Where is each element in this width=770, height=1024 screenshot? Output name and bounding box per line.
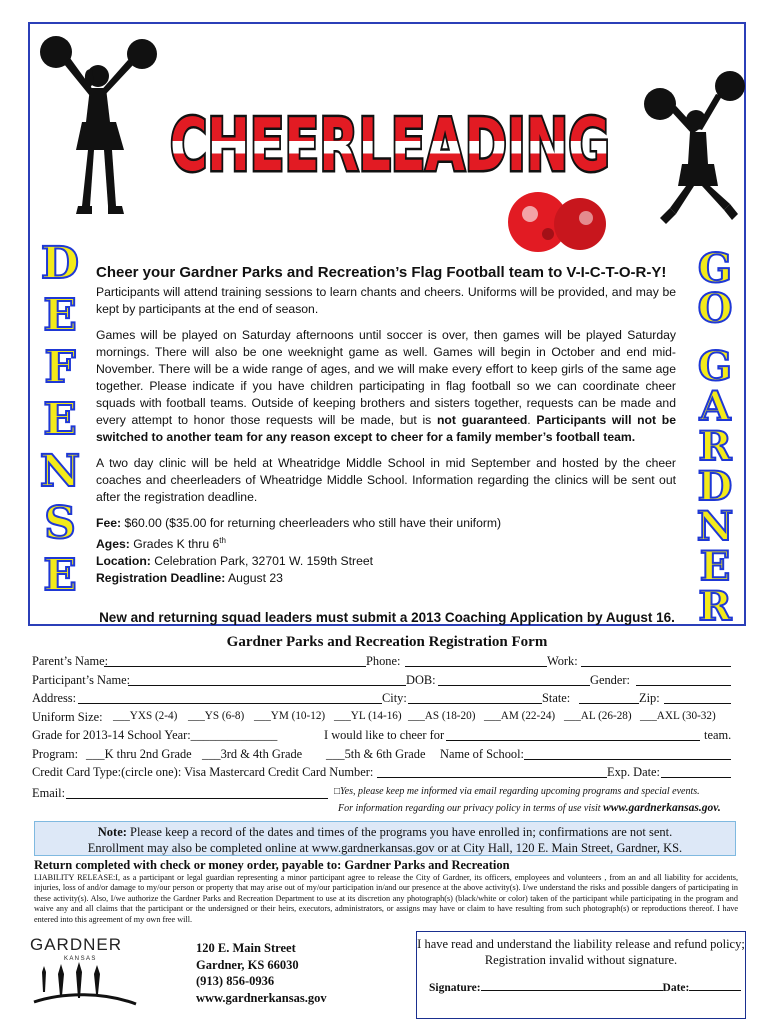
location-value: Celebration Park, 32701 W. 159th Street [150,554,374,569]
flyer-body [96,264,676,587]
parents-name-field[interactable] [104,654,366,667]
cheerleading-banner [160,84,620,194]
no-switch-text: Participants will not be switched to another team for any reason except to cheer for a family member’s football team. [96,413,676,444]
credit-card-number-field[interactable] [377,765,607,778]
address-block [196,940,327,1006]
gardner-letter: R [698,423,732,470]
parents-name-label: Parent’s Name: [32,654,109,668]
gardner-letter: D [697,463,733,510]
work-field[interactable] [581,654,731,667]
signature-field[interactable] [481,978,663,991]
form-row-uniform [28,710,746,729]
email-field[interactable] [66,786,328,799]
fee-label: Fee: [96,516,122,530]
program-option-k-2[interactable]: ___K thru 2nd Grade [86,746,192,761]
note-line-2: Enrollment may also be completed online at www.gardnerkansas.gov or at City Hall, 120 E. Main Street, Gardner, KS. [87,841,683,855]
school-label: Name of School: [440,746,524,761]
state-field[interactable] [579,691,639,704]
ages-label: Ages: [96,537,130,552]
size-option-yl[interactable]: ___YL (14-16) [334,709,402,722]
city-field[interactable] [408,691,542,704]
deadline-label: Registration Deadline: [96,571,226,586]
logo-name: GARDNER [30,935,123,954]
phone-label: Phone: [366,654,401,668]
gender-label: Gender: [590,672,630,687]
not-guaranteed-text: not guaranteed [436,413,528,427]
registration-form [28,628,746,818]
form-row-address [28,691,746,710]
exp-date-field[interactable] [661,765,731,778]
zip-field[interactable] [664,691,731,704]
cheer-for-label: I would like to cheer for [324,728,445,742]
gardner-letter: N [696,503,734,550]
date-label: Date: [662,982,690,994]
location-label: Location: [96,554,151,569]
address-website[interactable]: www.gardnerkansas.gov [196,990,327,1005]
size-option-al[interactable]: ___AL (26-28) [564,709,632,722]
fee-value: $60.00 ($35.00 for returning cheerleaders who still have their uniform) [121,516,502,530]
address-label: Address: [32,691,77,705]
team-label: team. [704,728,732,742]
gender-field[interactable] [636,673,731,686]
go-letter: O [697,285,733,332]
form-row-grade [28,728,746,747]
banner-title: CHEERLEADING [170,103,610,187]
form-row-credit-card [28,765,746,784]
email-label: Email: [32,785,66,800]
flyer-paragraph-clinic: A two day clinic will be held at Wheatridge Middle School in mid September and hosted by the cheer coaches and cheerleaders of Wheatridge Middle School. Information regarding the clinics will be sent out after the registration deadline. [96,456,676,504]
defense-letter: E [43,290,77,341]
note-label: Note: [97,825,127,839]
school-field[interactable] [524,747,731,760]
gardner-letter: E [699,543,731,590]
go-gardner-vertical-word [690,245,740,630]
address-phone: (913) 856-0936 [196,974,275,988]
flyer-panel [28,22,746,630]
cheer-for-team-field[interactable] [446,728,700,741]
go-letter: G [697,245,733,292]
cheerleader-right-image [640,64,750,254]
signature-label: Signature: [429,982,481,994]
program-option-5-6[interactable]: ___5th & 6th Grade [326,746,426,761]
size-option-ys[interactable]: ___YS (6-8) [188,709,245,722]
deadline-line [96,570,676,587]
size-option-as[interactable]: ___AS (18-20) [408,709,476,722]
website-link[interactable]: www.gardnerkansas.gov. [603,801,721,814]
participants-name-field[interactable] [128,673,406,686]
dob-label: DOB: [406,672,436,687]
defense-letter: D [40,238,80,289]
games-text: Games will be played on Saturday afternoons until soccer is over, then games will be played Saturday mornings. There will also be one weeknight game as well. Games will begin in October and end mid-November. There will be a wide range of ages, and we will make every effort to keep girls of the same age together. Please indicate if you have children participating in flag football so we can coordinate cheer squads with football teams. Outside of keeping brothers and sisters together, requests can be made and every attempt to honor those requests will be made, but is [96,328,676,427]
liability-release: LIABILITY RELEASE:I, as a participant or legal guardian representing a minor participant agree to release the City of Gardner, its officers, employees and volunteers , from an and all liability for accidents, injuries, loss of and/or damage to my/our person or property that may arise out of my/our participation in/and our presence at the above activity(s). I/we understand the risks and possible dangers of participating in these activity(s). Also, I/we authorize the Gardner Parks and Recreation Department to use at its discretion any photograph(s) (black/white or color) taken of the participant while participating in the program and waive any and all claims that the participant or the undersigned or their heirs, executors, administrators, or assigns may have or claim to have resulting from such photograph(s) or reproductions thereof. I have entered into this agreement of my own free will. [34,873,738,924]
dob-field[interactable] [438,673,590,686]
credit-card-label: Credit Card Type:(circle one): Visa Mastercard Credit Card Number: [32,765,374,779]
flyer-paragraph-uniforms: Participants will attend training sessions to learn chants and cheers. Uniforms will be provided, and may be kept by participants at the end of season. [96,285,676,316]
gardner-kansas-logo [24,932,144,1016]
size-option-yxs[interactable]: ___YXS (2-4) [113,709,178,722]
ages-value: Grades K thru 6 [129,537,220,552]
fee-line [96,515,676,532]
return-instructions: Return completed with check or money order, payable to: Gardner Parks and Recreation [34,858,510,872]
date-field[interactable] [689,978,741,991]
form-row-participant [28,673,746,692]
form-row-privacy [28,802,746,818]
ages-line [96,532,676,553]
note-box [34,821,736,856]
participants-name-label: Participant’s Name: [32,672,131,687]
flyer-paragraph-games [96,327,676,446]
defense-letter: E [43,394,77,445]
ack-line-2: Registration invalid without signature. [484,952,678,967]
ack-line-1: I have read and understand the liability release and refund policy; [417,937,745,951]
location-line [96,553,676,570]
size-option-ym[interactable]: ___YM (10-12) [254,709,326,722]
uniform-size-label: Uniform Size: [32,709,103,724]
gardner-letter: A [699,383,731,430]
defense-letter: F [44,342,76,393]
deadline-value: August 23 [225,571,283,586]
program-label: Program: [32,746,79,761]
gardner-letter: G [697,343,733,390]
address-city: Gardner, KS 66030 [196,957,299,972]
note-line-1 [35,824,735,840]
signature-box [416,931,746,1019]
ages-sup: th [219,536,226,545]
size-option-axl[interactable]: ___AXL (30-32) [640,709,716,722]
defense-vertical-word [36,238,84,606]
privacy-text: For information regarding our privacy policy in terms of use visit [338,802,604,814]
state-label: State: [542,691,571,705]
address-field[interactable] [78,691,382,704]
logo-sub: K A N S A S [64,956,96,962]
flyer-headline: Cheer your Gardner Parks and Recreation’s Flag Football team to V-I-C-T-O-R-Y! [96,264,667,281]
size-option-am[interactable]: ___AM (22-24) [484,709,556,722]
exp-date-label: Exp. Date: [607,765,660,779]
defense-letter: S [44,498,76,549]
cheerleader-left-image [34,30,164,230]
zip-label: Zip: [639,691,660,705]
city-label: City: [382,691,407,705]
program-option-3-4[interactable]: ___3rd & 4th Grade [202,746,303,761]
gardner-letter: R [698,583,732,630]
phone-field[interactable] [405,654,547,667]
new-squad-notice: New and returning squad leaders must submit a 2013 Coaching Application by August 16. [99,610,675,625]
defense-letter: E [43,550,77,601]
grade-field[interactable]: Grade for 2013-14 School Year:______________ [32,728,278,742]
email-opt-in-checkbox[interactable]: □Yes, please keep me informed via email regarding upcoming programs and special events. [334,785,700,797]
flyer-details [96,515,676,587]
defense-letter: N [39,446,81,497]
games-punct: . [527,413,537,427]
form-row-parent [28,654,746,673]
form-row-program [28,747,746,766]
note-text: Please keep a record of the dates and times of the programs you have enrolled in; confirmations are not sent. [126,825,673,839]
form-title: Gardner Parks and Recreation Registration Form [226,634,548,650]
signature-row [429,978,741,994]
privacy-note [338,802,721,814]
work-label: Work: [547,654,578,668]
ack-text [417,937,745,968]
form-row-email [28,786,746,802]
pom-poms-image [500,184,610,264]
address-street: 120 E. Main Street [196,941,296,955]
